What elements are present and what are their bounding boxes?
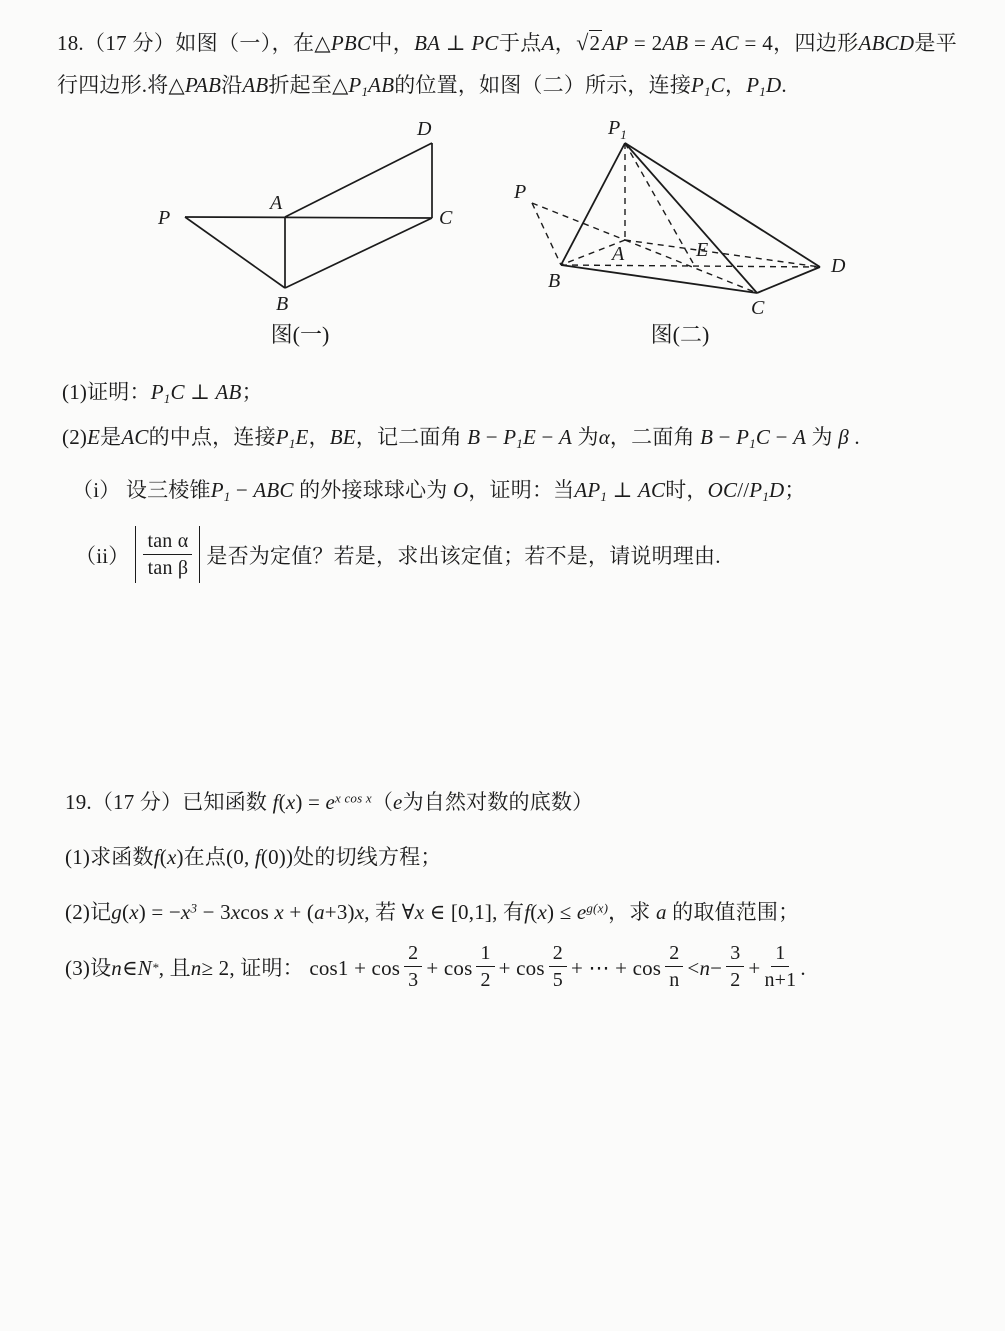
math-text: x [537, 900, 547, 924]
problem19-q3: (3)设 n ∈ N * , 且 n ≥ 2, 证明： cos1 + cos $\frac{2}{3}$ + cos $\frac{1}{2}$ + cos $\frac{2}{5}$ + ⋯ + cos $\frac{2}{n}$ < n − $\frac{3}{2}$ + $\frac{1}{n+1}$ . [65, 941, 806, 991]
subscript: 1 [361, 83, 369, 99]
text: ，记二面角 [355, 425, 468, 449]
text: （ii） [75, 544, 130, 568]
math-text: a [314, 900, 325, 924]
text: + ( [283, 900, 315, 924]
math-text: P [503, 425, 517, 449]
math-text: B [467, 425, 481, 449]
subscript: 1 [704, 83, 711, 99]
text: + ⋯ + cos [570, 956, 662, 980]
text: 是否为定值？若是，求出该定值；若不是，请说明理由. [206, 544, 721, 568]
text: 于点 [498, 31, 542, 55]
figure-1 [138, 112, 483, 357]
math-text: P [691, 73, 705, 97]
text: 为 [806, 425, 839, 449]
text: cos [240, 900, 275, 924]
fig2-label-P: P [514, 181, 527, 203]
math-text: P [348, 73, 362, 97]
text: ≥ 2, 证明： cos1 + cos [201, 956, 401, 980]
math-text: E [523, 425, 537, 449]
math-text: AC [637, 478, 666, 502]
text: (1)证明： [62, 380, 151, 404]
math-text: N [137, 956, 152, 980]
fig2-label-B: B [548, 270, 561, 292]
math-text: C [710, 73, 726, 97]
math-text: x [180, 900, 191, 924]
math-text: ABC [253, 478, 294, 502]
math-text: f [153, 845, 160, 869]
math-text: OC [707, 478, 738, 502]
math-text: AC [121, 425, 149, 449]
math-text: P [746, 73, 760, 97]
text: < [687, 956, 700, 980]
subscript: 1 [762, 488, 770, 504]
text: 沿 [221, 73, 243, 97]
math-text: P [736, 425, 750, 449]
math-text: n [699, 956, 711, 980]
math-text: f [272, 790, 279, 814]
text: 折起至△ [268, 73, 349, 97]
text: ∈ [122, 956, 138, 980]
fig2-label-D: D [831, 255, 846, 277]
math-text: f [254, 845, 261, 869]
subscript: 1 [516, 435, 524, 451]
math-text: AP [574, 478, 601, 502]
math-text: P [749, 478, 763, 502]
text: ( [278, 790, 286, 814]
math-text: n [190, 956, 202, 980]
text: + cos [498, 956, 545, 980]
text: = [688, 31, 712, 55]
square-root: √2 [576, 30, 601, 55]
fig2-label-C: C [751, 297, 765, 319]
math-text: E [295, 425, 309, 449]
math-text: P [210, 478, 224, 502]
text: 是平行四边形.将△ [57, 31, 958, 97]
subscript: 1 [163, 390, 171, 406]
math-text: a [655, 900, 667, 924]
math-text: x [129, 900, 139, 924]
text: − [536, 425, 559, 449]
text: ( [159, 845, 167, 869]
problem18-qi [72, 469, 806, 511]
text: ，二面角 [609, 425, 701, 449]
fig1-label-C: C [439, 207, 453, 229]
math-text: AB [662, 31, 689, 55]
fig2-label-A: A [612, 243, 625, 265]
math-text: E [87, 425, 101, 449]
math-text: D [769, 478, 785, 502]
subscript: 1 [759, 83, 766, 99]
fraction: $\frac{1}{n+1}$ [764, 941, 797, 991]
text: . [800, 956, 806, 980]
text: ⊥ [184, 380, 216, 404]
text: 19.（17 分）已知函数 [65, 790, 273, 814]
math-text: e [325, 790, 336, 814]
math-text: BA [414, 31, 441, 55]
math-text: x [230, 900, 241, 924]
math-text: A [541, 31, 555, 55]
fraction: $\frac{\text{tan α}}{\text{tan β}}$ [135, 526, 200, 583]
text: ； [784, 478, 806, 502]
superscript: g(x) [586, 900, 609, 916]
math-text: D [765, 73, 782, 97]
text: 的取值范围； [666, 900, 800, 924]
text: ( [122, 900, 130, 924]
subscript: 1 [600, 488, 608, 504]
fig1-label-A: A [270, 192, 283, 214]
text: ( [530, 900, 538, 924]
math-text: x [274, 900, 284, 924]
text: . [781, 73, 787, 97]
math-text: C [755, 425, 771, 449]
math-text: P [275, 425, 289, 449]
text: − 3 [197, 900, 231, 924]
problem19-intro [65, 781, 593, 823]
text: ) = [295, 790, 326, 814]
text: 的外接球球心为 [293, 478, 453, 502]
text: = 4，四边形 [738, 31, 859, 55]
text: ⊥ [607, 478, 638, 502]
edge-BC [561, 265, 757, 293]
math-text: A [793, 425, 807, 449]
text: − [713, 425, 737, 449]
math-text: BE [329, 425, 356, 449]
text: )在点(0, [176, 845, 255, 869]
text: ∈ [0,1], 有 [424, 900, 525, 924]
figure-2-hidden-edges [532, 143, 820, 293]
figure-2-solid-edges [561, 143, 820, 293]
subscript: 1 [749, 435, 756, 451]
text: 时， [665, 478, 708, 502]
text: (0))处的切线方程； [260, 845, 442, 869]
text: − [230, 478, 254, 502]
superscript: x cos x [335, 790, 372, 806]
math-text: f [524, 900, 531, 924]
math-text: n [111, 956, 122, 980]
math-text: e [576, 900, 587, 924]
text: ，证明：当 [468, 478, 575, 502]
text: 中， [371, 31, 415, 55]
math-text: e [393, 790, 403, 814]
text: , 且 [158, 956, 191, 980]
math-text: AB [368, 73, 395, 97]
text: − [770, 425, 794, 449]
subscript: 1 [288, 435, 296, 451]
fig1-caption: 图(一) [270, 322, 330, 347]
fraction: $\frac{2}{5}$ [549, 941, 567, 992]
fraction: $\frac{1}{2}$ [476, 941, 494, 992]
edge-P1C [625, 143, 757, 293]
math-text: O [452, 478, 469, 502]
problem18-qii [75, 527, 721, 585]
math-text: x [354, 900, 365, 924]
text: , 若 ∀ [364, 900, 415, 924]
edge-P1D [625, 143, 820, 267]
fraction: $\frac{2}{3}$ [404, 941, 422, 992]
text: 18.（17 分）如图（一），在△ [57, 31, 331, 55]
text: − [480, 425, 504, 449]
fig1-label-D: D [417, 118, 432, 140]
fig1-label-B: B [276, 293, 289, 315]
math-text: AB [242, 73, 269, 97]
text: ，求 [608, 900, 656, 924]
superscript: 3 [190, 900, 198, 916]
text: 为 [572, 425, 599, 449]
math-text: P [150, 380, 164, 404]
subscript: 1 [223, 488, 231, 504]
fraction: $\frac{2}{n}$ [665, 941, 683, 992]
fig2-caption: 图(二) [650, 322, 710, 347]
text: (3)设 [65, 956, 112, 980]
edge-PB [185, 217, 285, 288]
math-text: B [700, 425, 714, 449]
text: +3) [324, 900, 355, 924]
fig1-label-P: P [158, 207, 171, 229]
math-text: α [598, 425, 610, 449]
math-text: PBC [330, 31, 372, 55]
text: − [710, 956, 723, 980]
text: ， [308, 425, 330, 449]
fraction: $\frac{3}{2}$ [726, 941, 744, 992]
edge-CD [757, 267, 820, 293]
text: // [737, 478, 750, 502]
math-text: x [166, 845, 177, 869]
text: . [848, 425, 860, 449]
fig2-label-E: E [696, 239, 709, 261]
text: ， [554, 31, 577, 55]
figure-1-edges [185, 143, 432, 288]
math-text: PC [471, 31, 499, 55]
text: = 2 [628, 31, 663, 55]
text: ； [241, 380, 263, 404]
problem19-q1 [65, 836, 442, 878]
problem18-intro [57, 22, 957, 106]
math-text: AB [215, 380, 242, 404]
text: (2) [62, 425, 88, 449]
problem18-q2 [62, 416, 860, 458]
edge-BC [285, 218, 432, 288]
text: + [748, 956, 761, 980]
fig2-label-P1: $P_1$ [608, 117, 627, 142]
problem18-q1 [62, 371, 263, 413]
math-text: A [559, 425, 573, 449]
text: （i） 设三棱锥 [72, 478, 211, 502]
edge-AD [285, 143, 432, 217]
text: (2)记 [65, 900, 112, 924]
math-text: ABCD [858, 31, 915, 55]
text: ) ≤ [546, 900, 577, 924]
math-text: g [111, 900, 122, 924]
text: (1)求函数 [65, 845, 154, 869]
math-text: C [170, 380, 185, 404]
text: 的中点，连接 [148, 425, 276, 449]
text: 为自然对数的底数） [402, 790, 594, 814]
text: + cos [426, 956, 473, 980]
text: 的位置，如图（二）所示，连接 [394, 73, 692, 97]
text: （ [371, 790, 394, 814]
math-text: β [838, 425, 849, 449]
text: ， [725, 73, 747, 97]
problem19-q2 [65, 891, 799, 933]
math-text: PAB [184, 73, 222, 97]
math-text: x [414, 900, 425, 924]
edge-PC [185, 217, 432, 218]
math-text: AC [711, 31, 739, 55]
text: 是 [100, 425, 122, 449]
text: ⊥ [440, 31, 472, 55]
figure-2 [500, 112, 870, 357]
text: ) = − [138, 900, 181, 924]
math-text: x [285, 790, 296, 814]
math-text: AP [602, 31, 629, 55]
